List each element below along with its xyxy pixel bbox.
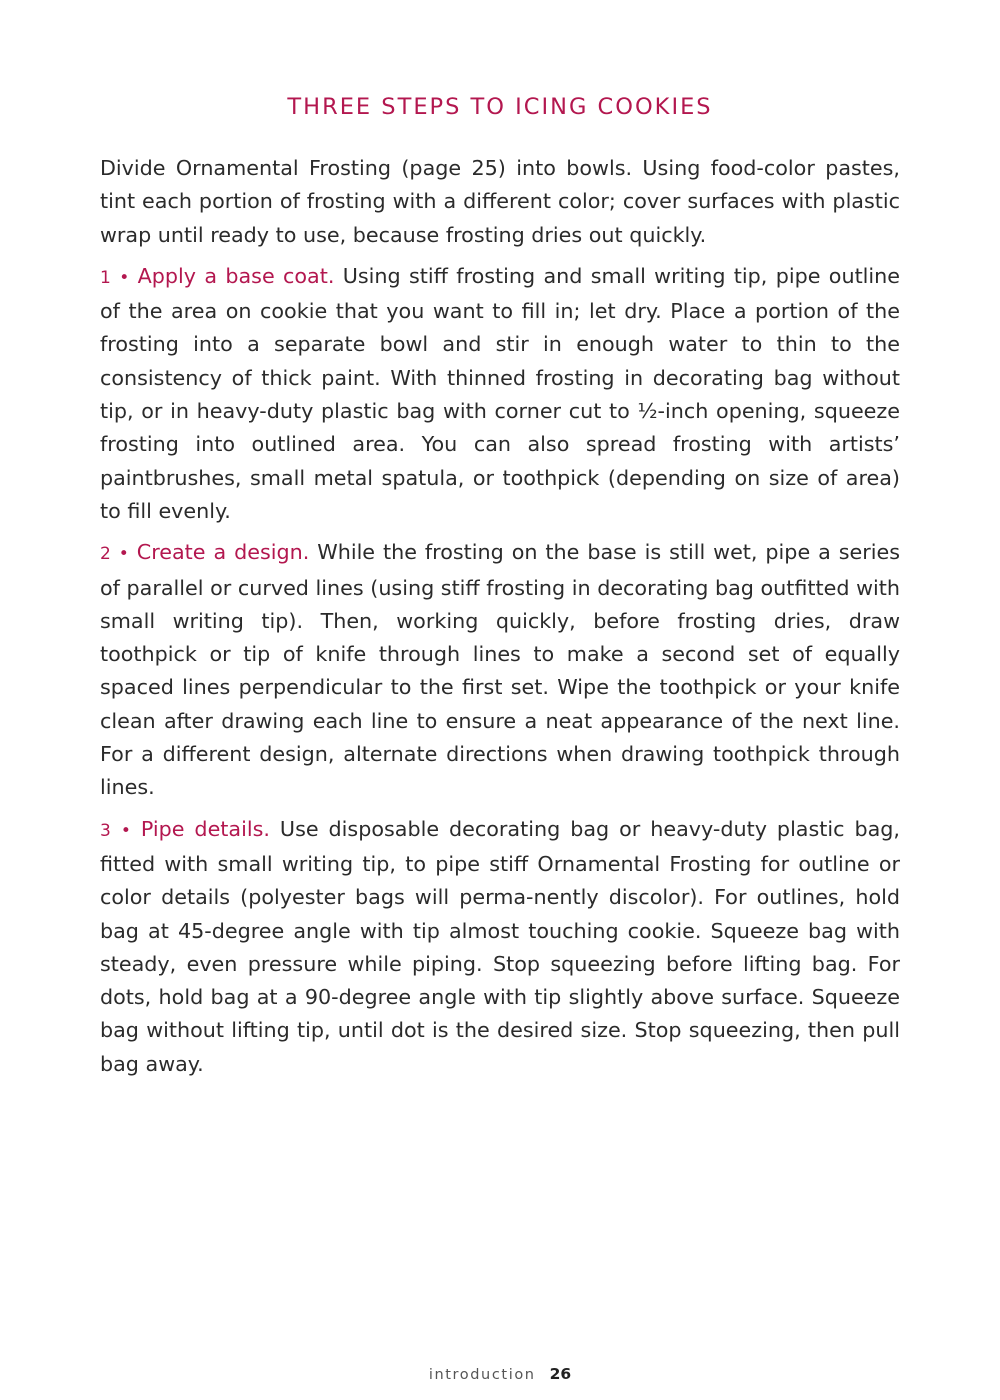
step-paragraph-1: [100, 260, 900, 528]
step-number: 1: [100, 267, 111, 288]
step-paragraph-2: [100, 536, 900, 804]
step-number: 2: [100, 544, 111, 565]
step-bullet: •: [119, 267, 130, 288]
step-paragraph-3: [100, 813, 900, 1081]
step-text: While the frosting on the base is still wet, pipe a series of parallel or curved lines (using stiff frosting in decorating bag outfitted with small writing tip). Then, working quickly, before frosting dries, draw toothpick or tip of knife through lines to make a second set of equally spaced lines perpendicular to the first set. Wipe the toothpick or your knife clean after drawing each line to ensure a neat appearance of the next line. For a different design, alternate directions when drawing toothpick through lines.: [100, 540, 901, 800]
step-title: Pipe details.: [140, 816, 270, 841]
step-title: Apply a base coat.: [137, 263, 335, 288]
book-page: [100, 0, 900, 1400]
step-text: Using stiff frosting and small writing tip, pipe outline of the area on cookie that you want to fill in; let dry. Place a portion of the frosting into a separate bowl and stir in enough water to thin to the consistency of thick paint. With thinned frosting in decorating bag without tip, or in heavy-duty plastic bag with corner cut to ½-inch opening, squeeze frosting into outlined area. You can also spread frosting with artists’ paintbrushes, small metal spatula, or toothpick (depending on size of area) to fill evenly.: [100, 263, 901, 523]
step-bullet: •: [120, 820, 131, 841]
intro-paragraph: Divide Ornamental Frosting (page 25) into bowls. Using food-color pastes, tint each portion of frosting with a different color; cover surfaces with plastic wrap until ready to use, because frosting dries out quickly.: [100, 156, 900, 247]
step-number: 3: [100, 820, 111, 841]
step-bullet: •: [118, 544, 129, 565]
page-title: THREE STEPS TO ICING COOKIES: [287, 94, 713, 120]
footer-section-label: introduction: [428, 1367, 536, 1383]
page-footer: [100, 1365, 900, 1383]
page-body: [100, 152, 900, 1089]
step-text: Use disposable decorating bag or heavy-duty plastic bag, fitted with small writing tip, to pipe stiff Ornamental Frosting for outline or color details (polyester bags will perma-nently discolor). For outlines, hold bag at 45-degree angle with tip almost touching cookie. Squeeze bag with steady, even pressure while piping. Stop squeezing before lifting bag. For dots, hold bag at a 90-degree angle with tip slightly above surface. Squeeze bag without lifting tip, until dot is the desired size. Stop squeezing, then pull bag away.: [100, 816, 900, 1076]
step-title: Create a design.: [136, 540, 310, 565]
page-number: 26: [549, 1365, 572, 1383]
